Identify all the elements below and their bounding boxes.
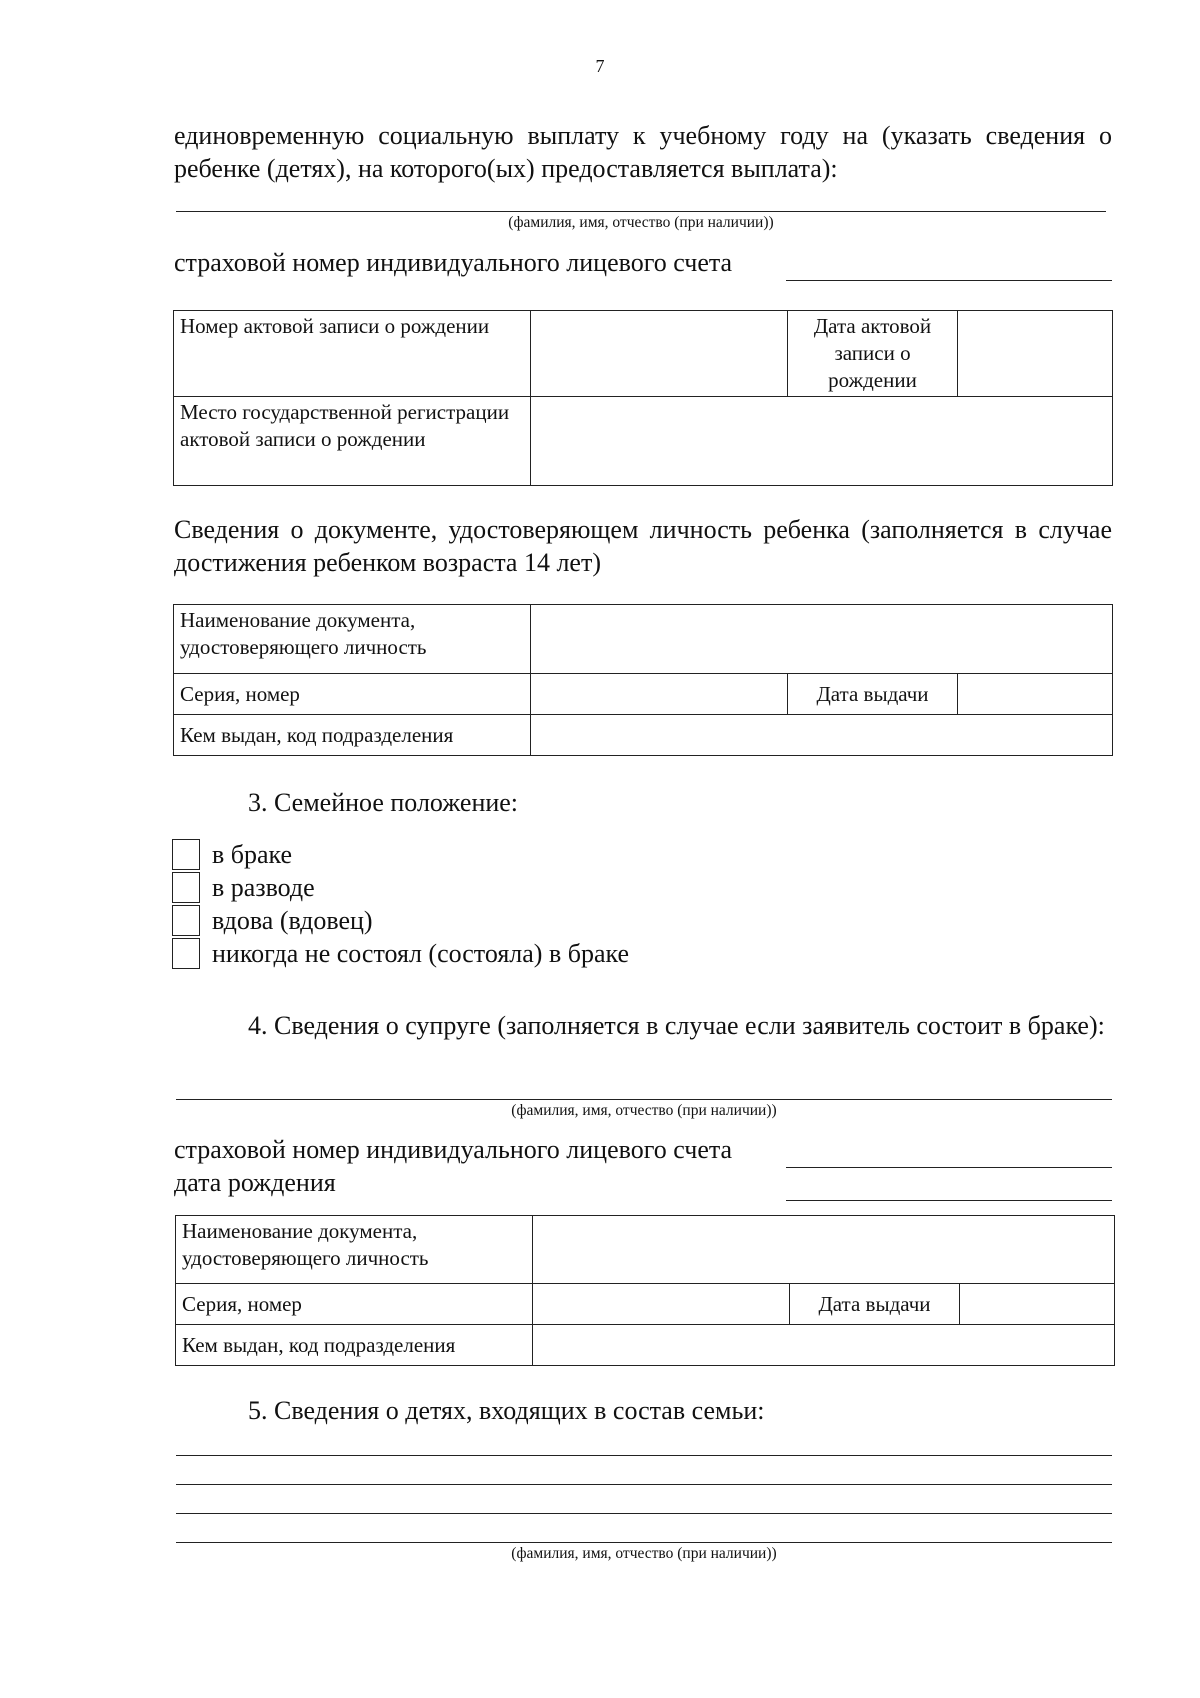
marital-option-never-married: никогда не состоял (состояла) в браке [172, 937, 629, 970]
child-doc-date-label: Дата выдачи [788, 674, 958, 715]
children-line-1[interactable] [176, 1455, 1112, 1456]
marital-status-list [172, 838, 629, 970]
spouse-doc-date-label: Дата выдачи [790, 1284, 960, 1325]
child-doc-table [173, 604, 1113, 756]
spouse-snils-line[interactable] [786, 1167, 1112, 1168]
children-line-4[interactable] [176, 1542, 1112, 1543]
child-snils-line[interactable] [786, 280, 1112, 281]
spouse-heading: 4. Сведения о супруге (заполняется в случае если заявитель состоит в браке): [248, 1011, 1105, 1040]
child-doc-series-cell[interactable] [531, 674, 788, 715]
birth-record-number-cell[interactable] [531, 311, 788, 397]
marital-option-divorced: в разводе [172, 871, 629, 904]
intro-paragraph: единовременную социальную выплату к учебному году на (указать сведения о ребенке (детях), на которого(ых) предоставляется выплата): [174, 121, 1112, 183]
birth-record-date-cell[interactable] [958, 311, 1113, 397]
spouse-doc-table [175, 1215, 1115, 1366]
spouse-fio-caption: (фамилия, имя, отчество (при наличии)) [511, 1102, 777, 1119]
marital-status-heading: 3. Семейное положение: [248, 788, 519, 817]
birth-record-number-label: Номер актовой записи о рождении [174, 311, 531, 397]
child-doc-issuer-label: Кем выдан, код подразделения [174, 715, 531, 756]
spouse-birthdate-line[interactable] [786, 1200, 1112, 1201]
child-doc-name-label: Наименование документа, удостоверяющего личность [174, 605, 531, 674]
children-fio-caption: (фамилия, имя, отчество (при наличии)) [511, 1545, 777, 1562]
birth-record-place-label: Место государственной регистрации актовой записи о рождении [174, 397, 531, 486]
child-doc-name-cell[interactable] [531, 605, 1113, 674]
child-fio-caption: (фамилия, имя, отчество (при наличии)) [508, 214, 774, 231]
child-fio-line[interactable] [176, 211, 1106, 212]
child-doc-date-cell[interactable] [958, 674, 1113, 715]
birth-record-place-cell[interactable] [531, 397, 1113, 486]
married-checkbox[interactable] [172, 839, 200, 870]
child-doc-issuer-cell[interactable] [531, 715, 1113, 756]
spouse-doc-date-cell[interactable] [960, 1284, 1115, 1325]
children-line-2[interactable] [176, 1484, 1112, 1485]
spouse-birthdate-label: дата рождения [174, 1168, 336, 1197]
spouse-fio-line[interactable] [176, 1099, 1112, 1100]
child-doc-series-label: Серия, номер [174, 674, 531, 715]
spouse-snils-label: страховой номер индивидуального лицевого счета [174, 1135, 733, 1164]
marital-option-married: в браке [172, 838, 629, 871]
children-line-3[interactable] [176, 1513, 1112, 1514]
child-snils-label: страховой номер индивидуального лицевого счета [174, 248, 733, 277]
children-heading: 5. Сведения о детях, входящих в состав семьи: [248, 1396, 765, 1425]
page-number: 7 [595, 56, 605, 76]
spouse-doc-name-label: Наименование документа, удостоверяющего личность [176, 1216, 533, 1284]
widowed-checkbox[interactable] [172, 905, 200, 936]
marital-option-widowed: вдова (вдовец) [172, 904, 629, 937]
spouse-doc-name-cell[interactable] [533, 1216, 1115, 1284]
spouse-doc-issuer-label: Кем выдан, код подразделения [176, 1325, 533, 1366]
child-doc-heading: Сведения о документе, удостоверяющем личность ребенка (заполняется в случае достижения ребенком возраста 14 лет) [174, 515, 1112, 577]
spouse-doc-series-label: Серия, номер [176, 1284, 533, 1325]
spouse-doc-issuer-cell[interactable] [533, 1325, 1115, 1366]
spouse-doc-series-cell[interactable] [533, 1284, 790, 1325]
birth-record-date-label: Дата актовой записи о рождении [788, 311, 958, 397]
never-married-checkbox[interactable] [172, 938, 200, 969]
birth-record-table [173, 310, 1113, 486]
divorced-checkbox[interactable] [172, 872, 200, 903]
